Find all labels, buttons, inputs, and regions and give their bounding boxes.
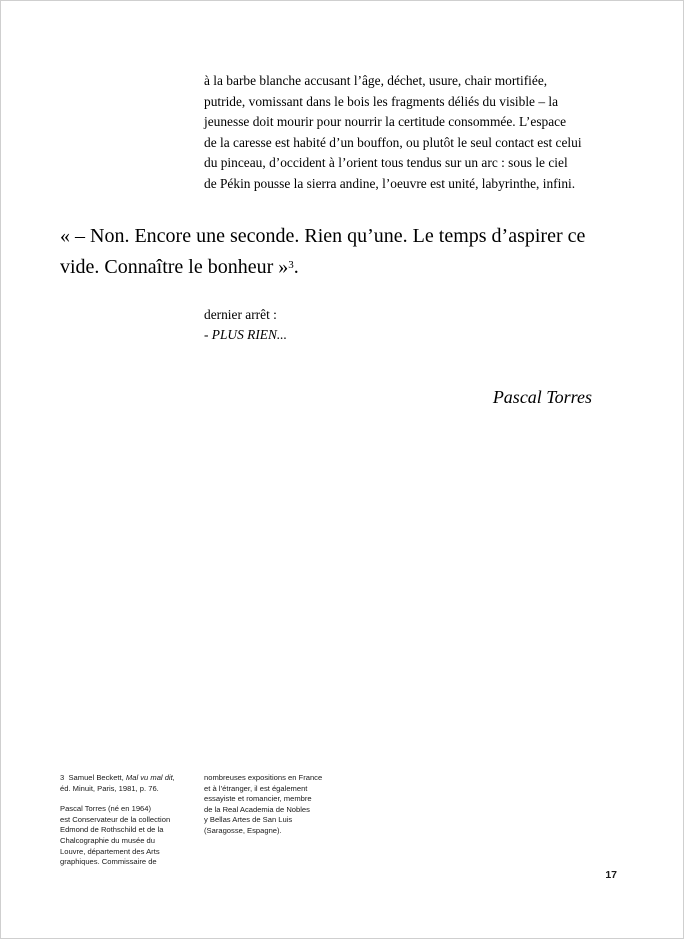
bio-line: Louvre, département des Arts bbox=[60, 846, 160, 856]
quote-line-1: « – Non. Encore une seconde. Rien qu’une. Le temps d’aspirer ce bbox=[60, 225, 586, 247]
bio-line: et à l’étranger, il est également bbox=[204, 783, 308, 793]
body-line: jeunesse doit mourir pour nourrir la certitude consommée. L’espace bbox=[204, 114, 567, 130]
body-line: putride, vomissant dans le bois les fragments déliés du visible – la bbox=[204, 93, 559, 109]
body-line: de Pékin pousse la sierra andine, l’oeuvre est unité, labyrinthe, infini. bbox=[204, 175, 576, 191]
bio-line: essayiste et romancier, membre bbox=[204, 794, 312, 804]
bio-line: y Bellas Artes de San Luis bbox=[204, 815, 293, 825]
footnote-reference: 3 bbox=[288, 259, 294, 271]
body-paragraph bbox=[204, 71, 624, 195]
last-stop-block bbox=[204, 305, 287, 345]
footnotes-column-2 bbox=[204, 773, 336, 837]
bio-line: est Conservateur de la collection bbox=[60, 814, 171, 824]
bio-line: nombreuses expositions en France bbox=[204, 773, 323, 782]
quote-line-2 bbox=[60, 252, 640, 283]
footnote-3 bbox=[60, 773, 192, 784]
bio-line: Pascal Torres (né en 1964) bbox=[60, 804, 152, 814]
quote-text: vide. Connaître le bonheur » bbox=[60, 256, 289, 278]
quote-end: . bbox=[293, 256, 299, 278]
author-signature: Pascal Torres bbox=[492, 387, 592, 407]
footnote-publication: éd. Minuit, Paris, 1981, p. 76. bbox=[60, 783, 159, 793]
bio-line: Edmond de Rothschild et de la bbox=[60, 825, 164, 835]
page-number: 17 bbox=[605, 869, 617, 881]
bio-line: Chalcographie du musée du bbox=[60, 835, 155, 845]
footnote-title: Mal vu mal dit, bbox=[125, 773, 175, 782]
last-stop-label: dernier arrêt : bbox=[204, 307, 277, 322]
beckett-quote bbox=[60, 221, 640, 283]
bio-line: de la Real Academia de Nobles bbox=[204, 804, 310, 814]
footnotes-column-1 bbox=[60, 773, 192, 868]
bio-line: graphiques. Commissaire de bbox=[60, 857, 157, 867]
body-line: à la barbe blanche accusant l’âge, déchet, usure, chair mortifiée, bbox=[204, 73, 548, 88]
footnote-author: Samuel Beckett, bbox=[68, 773, 124, 782]
bio-line: (Saragosse, Espagne). bbox=[204, 825, 282, 835]
body-line: de la caresse est habité d’un bouffon, ou plutôt le seul contact est celui bbox=[204, 134, 582, 150]
footnote-number: 3 bbox=[60, 773, 65, 782]
last-stop-value: - PLUS RIEN... bbox=[204, 327, 287, 342]
body-line: du pinceau, d’occident à l’orient tous tendus sur un arc : sous le ciel bbox=[204, 155, 568, 171]
